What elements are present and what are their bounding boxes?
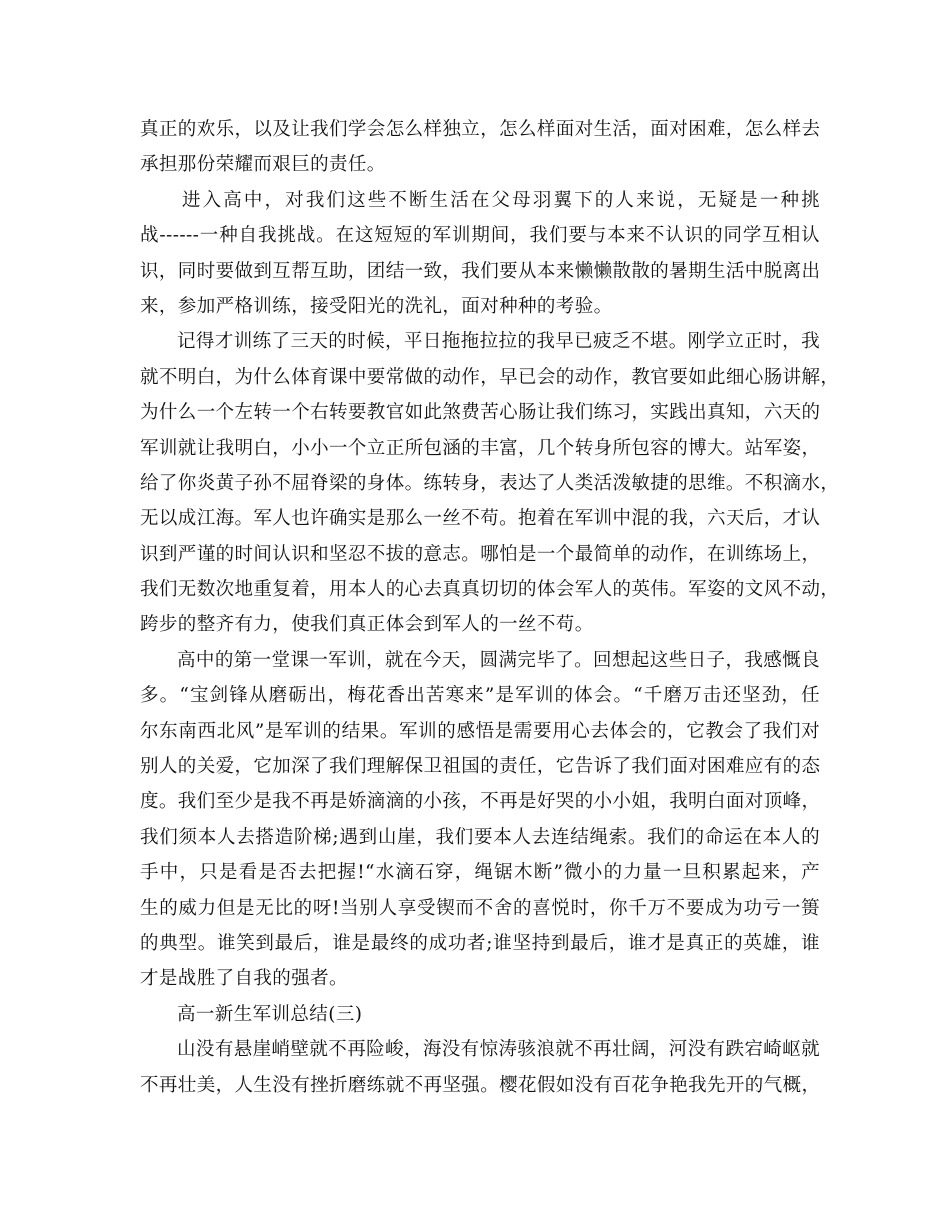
text-line: 战------一种自我挑战。在这短短的军训期间，我们要与本来不认识的同学互相认: [140, 225, 820, 247]
text-line: 识到严谨的时间认识和坚忍不拔的意志。哪怕是一个最简单的动作，在训练场上，: [140, 543, 821, 565]
text-line: 我们无数次地重复着，用本人的心去真真切切的体会军人的英伟。军姿的文风不动，: [140, 579, 840, 601]
text-line: 不再壮美，人生没有挫折磨练就不再坚强。樱花假如没有百花争艳我先开的气概，: [140, 1074, 821, 1096]
text-line: 多。“宝剑锋从磨砺出，梅花香出苦寒来”是军训的体会。“千磨万击还坚劲，任: [140, 685, 820, 707]
paragraph-start-line: 记得才训练了三天的时候，平日拖拖拉拉的我早已疲乏不堪。刚学立正时，我: [177, 331, 820, 353]
text-line: 跨步的整齐有力，使我们真正体会到军人的一丝不苟。: [140, 614, 594, 636]
text-line: 军训就让我明白，小小一个立正所包涵的丰富，几个转身所包容的博大。站军姿，: [140, 437, 821, 459]
text-line: 为什么一个左转一个右转要教官如此煞费苦心肠让我们练习，实践出真知，六天的: [140, 402, 821, 424]
paragraph-start-line: 高中的第一堂课一军训，就在今天，圆满完毕了。回想起这些日子，我感慨良: [177, 649, 820, 671]
section-heading: 高一新生军训总结(三): [177, 1003, 363, 1025]
text-line: 真正的欢乐，以及让我们学会怎么样独立，怎么样面对生活，面对困难，怎么样去: [140, 119, 821, 140]
text-line: 尔东南西北风”是军训的结果。军训的感悟是需要用心去体会的，它教会了我们对: [140, 720, 820, 742]
paragraph-start-line: 进入高中，对我们这些不断生活在父母羽翼下的人来说，无疑是一种挑: [182, 189, 820, 211]
text-line: 承担那份荣耀而艰巨的责任。: [140, 154, 386, 176]
text-line: 来，参加严格训练，接受阳光的洗礼，面对种种的考验。: [140, 295, 613, 317]
text-line: 无以成江海。军人也许确实是那么一丝不苟。抱着在军训中混的我，六天后，才认: [140, 508, 821, 530]
paragraph-start-line: 山没有悬崖峭壁就不再险峻，海没有惊涛骇浪就不再壮阔，河没有跌宕崎岖就: [177, 1039, 820, 1061]
text-line: 就不明白，为什么体育课中要常做的动作，早已会的动作，教官要如此细心肠讲解，: [140, 366, 840, 388]
text-line: 给了你炎黄子孙不屈脊梁的身体。练转身，表达了人类活泼敏捷的思维。不积滴水，: [140, 472, 840, 494]
text-line: 度。我们至少是我不再是娇滴滴的小孩，不再是好哭的小小姐，我明白面对顶峰，: [140, 791, 821, 813]
text-line: 的典型。谁笑到最后，谁是最终的成功者;谁坚持到最后，谁才是真正的英雄，谁: [140, 932, 820, 954]
text-line: 才是战胜了自我的强者。: [140, 968, 348, 990]
document-body: [140, 112, 840, 1103]
text-line: 生的威力但是无比的呀!当别人享受锲而不舍的喜悦时，你千万不要成为功亏一篑: [140, 897, 820, 919]
text-line: 手中，只是看是否去把握!“水滴石穿，绳锯木断”微小的力量一旦积累起来，产: [140, 862, 820, 884]
text-line: 别人的关爱，它加深了我们理解保卫祖国的责任，它告诉了我们面对困难应有的态: [140, 756, 821, 778]
text-line: 识，同时要做到互帮互助，团结一致，我们要从本来懒懒散散的暑期生活中脱离出: [140, 260, 821, 282]
text-line: 我们须本人去搭造阶梯;遇到山崖，我们要本人去连结绳索。我们的命运在本人的: [140, 826, 820, 848]
